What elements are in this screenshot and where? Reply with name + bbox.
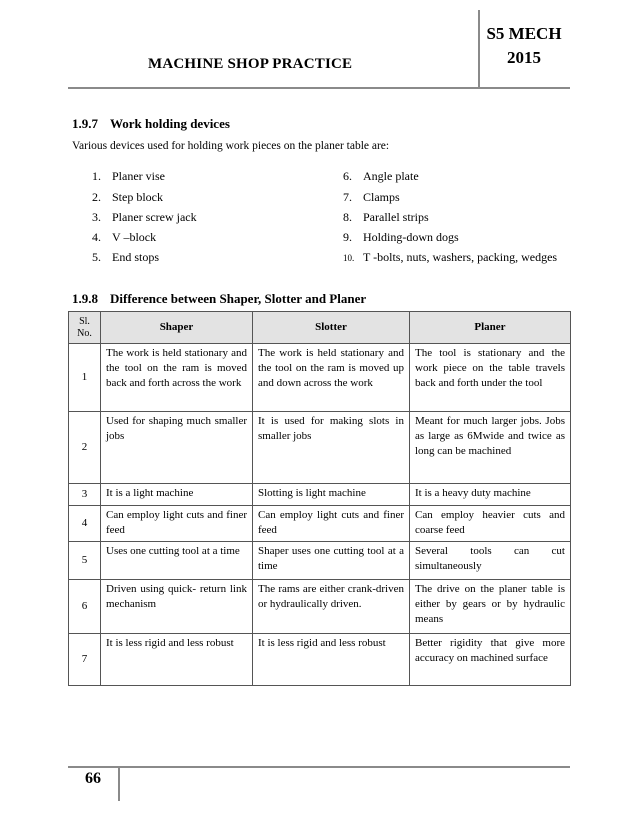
table-cell-sl: 3	[69, 484, 101, 506]
table-cell-planer: Can employ heavier cuts and coarse feed	[410, 506, 571, 542]
table-cell-shaper: Uses one cutting tool at a time	[101, 542, 253, 580]
table-cell-slotter: Slotting is light machine	[253, 484, 410, 506]
list-item: 8. Parallel strips	[343, 210, 429, 224]
table-cell-slotter: The work is held stationary and the tool on the ram is moved up and down across the work	[253, 344, 410, 412]
table-cell-planer: Several tools can cut simultaneously	[410, 542, 571, 580]
table-cell-slotter: Shaper uses one cutting tool at a time	[253, 542, 410, 580]
section-number: 1.9.8	[72, 291, 98, 306]
list-item: 10. T -bolts, nuts, washers, packing, wedges	[343, 250, 558, 264]
table-row	[69, 412, 571, 484]
column-header-planer: Planer	[410, 312, 571, 344]
course-tag	[482, 22, 566, 70]
table-cell-planer: It is a heavy duty machine	[410, 484, 571, 506]
section-title: Difference between Shaper, Slotter and Planer	[110, 291, 367, 306]
column-header-slotter: Slotter	[253, 312, 410, 344]
table-cell-sl: 4	[69, 506, 101, 542]
list-item: 1. Planer vise	[92, 169, 165, 183]
comparison-table	[68, 311, 571, 686]
footer-divider-vertical	[118, 766, 120, 801]
table-cell-shaper: Can employ light cuts and finer feed	[101, 506, 253, 542]
header-divider-vertical	[478, 10, 480, 87]
table-cell-sl: 5	[69, 542, 101, 580]
footer-rule	[68, 766, 570, 768]
table-cell-planer: The drive on the planer table is either by gears or by hydraulic means	[410, 580, 571, 634]
running-title: MACHINE SHOP PRACTICE	[148, 56, 353, 72]
table-cell-sl: 6	[69, 580, 101, 634]
list-item: 7. Clamps	[343, 190, 400, 204]
section-heading-work-holding	[72, 116, 230, 132]
list-item: 6. Angle plate	[343, 169, 419, 183]
table-header-row	[69, 312, 571, 344]
table-cell-slotter: It is used for making slots in smaller jobs	[253, 412, 410, 484]
table-cell-slotter: Can employ light cuts and finer feed	[253, 506, 410, 542]
table-cell-planer: Better rigidity that give more accuracy on machined surface	[410, 634, 571, 686]
table-cell-shaper: It is a light machine	[101, 484, 253, 506]
list-item: 2. Step block	[92, 190, 163, 204]
list-item: 4. V –block	[92, 230, 157, 244]
table-row	[69, 542, 571, 580]
table-row	[69, 634, 571, 686]
table-row	[69, 344, 571, 412]
section-title: Work holding devices	[110, 116, 230, 131]
list-item: 9. Holding-down dogs	[343, 230, 459, 244]
table-cell-planer: Meant for much larger jobs. Jobs as large as 6Mwide and twice as long can be machined	[410, 412, 571, 484]
table-row	[69, 580, 571, 634]
table-cell-shaper: Driven using quick- return link mechanism	[101, 580, 253, 634]
header-rule	[68, 87, 570, 89]
section-number: 1.9.7	[72, 116, 98, 131]
column-header-shaper: Shaper	[101, 312, 253, 344]
column-header-sl-no: Sl. No.	[69, 312, 101, 344]
table-cell-shaper: It is less rigid and less robust	[101, 634, 253, 686]
list-item: 5. End stops	[92, 250, 160, 264]
course-tag-line2: 2015	[507, 48, 541, 67]
table-cell-sl: 7	[69, 634, 101, 686]
course-tag-line1: S5 MECH	[486, 24, 562, 43]
table-row	[69, 484, 571, 506]
table-cell-planer: The tool is stationary and the work piece on the table travels back and forth under the tool	[410, 344, 571, 412]
table-cell-sl: 2	[69, 412, 101, 484]
table-cell-slotter: It is less rigid and less robust	[253, 634, 410, 686]
section-intro: Various devices used for holding work pieces on the planer table are:	[72, 140, 390, 152]
table-cell-shaper: Used for shaping much smaller jobs	[101, 412, 253, 484]
list-item: 3. Planer screw jack	[92, 210, 197, 224]
section-heading-difference	[72, 291, 366, 307]
table-cell-shaper: The work is held stationary and the tool on the ram is moved back and forth across the work	[101, 344, 253, 412]
table-cell-slotter: The rams are either crank-driven or hydraulically driven.	[253, 580, 410, 634]
page-number: 66	[85, 770, 101, 787]
table-row	[69, 506, 571, 542]
table-cell-sl: 1	[69, 344, 101, 412]
